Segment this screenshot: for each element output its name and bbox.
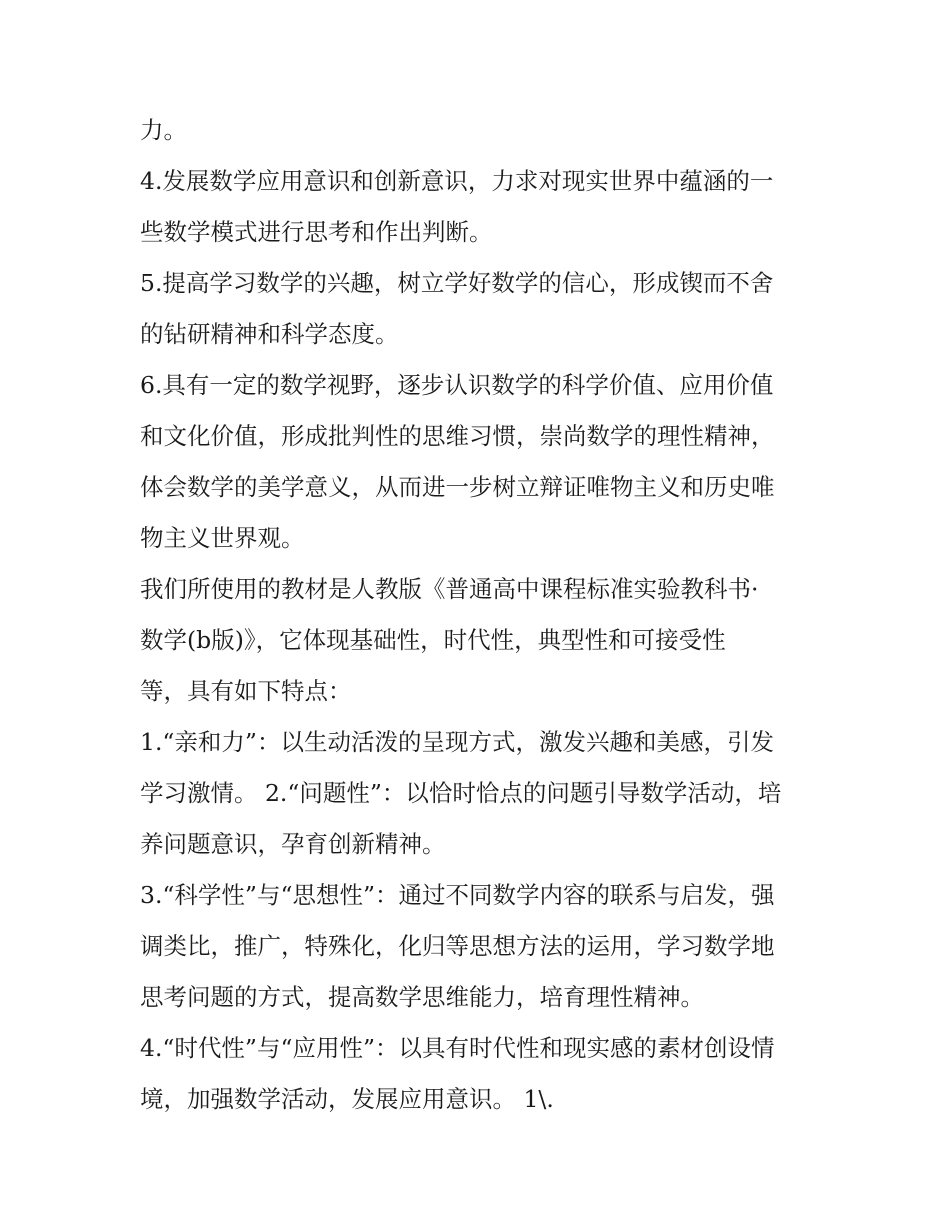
text-line: 学习激情。 2.“问题性”：以恰时恰点的问题引导数学活动，培 [140, 779, 782, 807]
text-line: 和文化价值，形成批判性的思维习惯，崇尚数学的理性精神， [140, 422, 775, 450]
text-line: 5.提高学习数学的兴趣，树立学好数学的信心，形成锲而不舍 [140, 269, 774, 297]
text-line: 的钻研精神和科学态度。 [140, 320, 399, 348]
text-line: 思考问题的方式，提高数学思维能力，培育理性精神。 [140, 983, 704, 1011]
text-line: 数学(b版)》，它体现基础性，时代性，典型性和可接受性 [140, 626, 726, 654]
text-line: 养问题意识，孕育创新精神。 [140, 830, 446, 858]
text-line: 力。 [140, 116, 187, 144]
text-line: 4.发展数学应用意识和创新意识，力求对现实世界中蕴涵的一 [140, 167, 774, 195]
text-line: 3.“科学性”与“思想性”：通过不同数学内容的联系与启发，强 [140, 881, 775, 909]
text-line: 等，具有如下特点： [140, 677, 352, 705]
text-line: 1.“亲和力”：以生动活泼的呈现方式，激发兴趣和美感，引发 [140, 728, 774, 756]
text-line: 6.具有一定的数学视野，逐步认识数学的科学价值、应用价值 [140, 371, 774, 399]
document-body [140, 105, 830, 1125]
text-line: 些数学模式进行思考和作出判断。 [140, 218, 493, 246]
text-line: 体会数学的美学意义，从而进一步树立辩证唯物主义和历史唯 [140, 473, 775, 501]
text-line: 4.“时代性”与“应用性”：以具有时代性和现实感的素材创设情 [140, 1034, 775, 1062]
text-line: 调类比，推广，特殊化，化归等思想方法的运用，学习数学地 [140, 932, 775, 960]
text-line: 物主义世界观。 [140, 524, 305, 552]
text-line: 境，加强数学活动，发展应用意识。 1\. [140, 1085, 554, 1113]
text-line: 我们所使用的教材是人教版《普通高中课程标准实验教科书· [140, 575, 759, 603]
